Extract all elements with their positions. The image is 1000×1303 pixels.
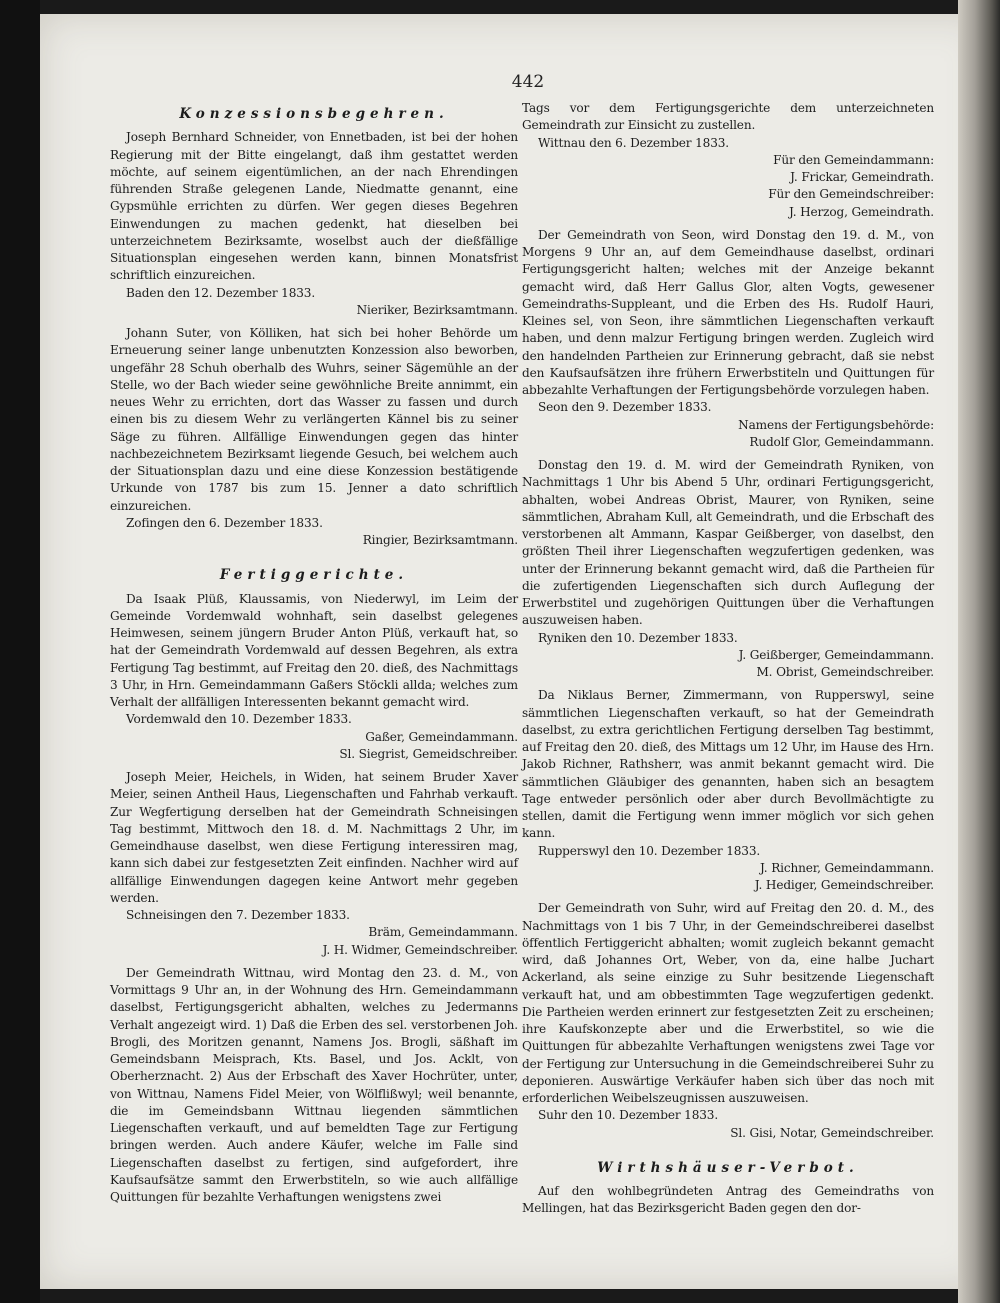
notice-ryniken: Donstag den 19. d. M. wird der Gemeindrath Ryniken, von Nachmittags 1 Uhr bis Abend 5 Uhr, ordinari Fertigungsgericht, abhalten, wobei Andreas Obrist, Maurer, von Ryniken, seine sämmtlichen, Abraham Kull, alt Gemeindrath, und die Erbschaft des verstorbenen alt Ammann, Kaspar Geißberger, von daselbst, den größten Theil ihrer Liegenschaften wegzufertigen gedenken, was unter der Erinnerung bekannt gemacht wird, daß die Partheien für die zufertigenden Liegenschaften sich durch Auflegung der Erwerbstitel und zugehörigen Quittungen über die Verhaftungen auszuweisen haben. xyxy=(522,458,934,628)
signature: J. Geißberger, Gemeindammann. xyxy=(738,647,934,662)
signature: Ringier, Bezirksamtmann. xyxy=(362,533,518,547)
notice-meier: Joseph Meier, Heichels, in Widen, hat seinem Bruder Xaver Meier, seinen Antheil Haus, Liegenschaften und Fahrhab verkauft. Zur Wegfertigung derselben hat der Gemeindrath Schneisingen Tag bestimmt, Mittwoch den 18. d. M. Nachmittags 2 Uhr, im Gemeindhause daselbst, wen diese Fertigung interessiren mag, kann sich dabei zur festgesetzten Zeit einfinden. Nachher wird auf allfällige Einwendungen dagegen keine Antwort mehr gegeben werden. xyxy=(110,770,518,905)
notice-mellingen: Auf den wohlbegründeten Antrag des Gemeindraths von Mellingen, hat das Bezirksgericht Baden gegen den dor- xyxy=(522,1184,934,1216)
notice-suter: Johann Suter, von Kölliken, hat sich bei hoher Behörde um Erneuerung seiner lange unbenutzten Konzession also beworben, ungefähr 28 Schuh oberhalb des Wuhrs, seiner Sägemühle an der Stelle, wo der Bach wieder seine gewöhnliche Breite annimmt, ein neues Wehr zu errichten, dort das Wasser zu fassen und durch einen bis zu diesem Wehr zu verlängerten Kännel bis zu seiner Säge zu führen. Allfällige Einwendungen gegen das hinter nachbezeichnetem Bezirksamt liegende Gesuch, bei welchem auch der Situationsplan dazu und eine diese Konzession bestätigende Urkunde von 1787 bis zum 15. Jenner a dato schriftlich einzureichen. xyxy=(110,326,518,513)
left-column xyxy=(110,100,518,1206)
signature: Bräm, Gemeindammann. xyxy=(368,925,518,940)
notice-schneider: Joseph Bernhard Schneider, von Ennetbaden, ist bei der hohen Regierung mit der Bitte eingelangt, daß ihm gestattet werden möchte, auf seinem eigentümlichen, an der nach Ehrendingen führenden Straße gelegenen Lande, Niedmatte genannt, eine Gypsmühle errichten zu dürfen. Wer gegen dieses Begehren Einwendungen zu machen gedenkt, hat dieselben bei unterzeichnetem Bezirksamte, woselbst auch der dießfällige Situationsplan eingesehen werden kann, binnen Monatsfrist schriftlich einzureichen. xyxy=(110,130,518,283)
section-heading-fertiggerichte: Fertiggerichte. xyxy=(219,567,409,584)
signature: Gaßer, Gemeindammann. xyxy=(365,729,518,744)
signature: J. Frickar, Gemeindrath. xyxy=(790,170,934,184)
scan-border-left xyxy=(0,0,40,1303)
dateline: Schneisingen den 7. Dezember 1833. xyxy=(126,908,350,922)
section-heading-wirthshaeuser-verbot: Wirthshäuser-Verbot. xyxy=(597,1159,859,1176)
signature: Sl. Siegrist, Gemeidschreiber. xyxy=(339,746,518,761)
signature: J. Richner, Gemeindammann. xyxy=(760,860,934,875)
dateline: Vordemwald den 10. Dezember 1833. xyxy=(126,712,352,727)
dateline: Zofingen den 6. Dezember 1833. xyxy=(126,515,323,530)
notice-seon: Der Gemeindrath von Seon, wird Donstag den 19. d. M., von Morgens 9 Uhr an, auf dem Gemeindhause daselbst, ordinari Fertigungsgericht halten; welches mit der Anzeige bekannt gemacht wird, daß Herr Gallus Glor, alten Vogts, gewesener Gemeindraths-Suppleant, und die Erben des Hs. Rudolf Hauri, Kleines sel, von Seon, ihre sämmtlichen Liegenschaften verkauft haben, und denn malzur Fertigung bringen werden. Zugleich wird den handelnden Partheien zur Erinnerung gebracht, daß sie nebst den Kaufsaufsätzen ihre frühern Erwerbstiteln und Quittungen für abbezahlte Verhaftungen der Fertigungsbehörde vorzulegen haben. xyxy=(522,227,934,397)
dateline: Baden den 12. Dezember 1833. xyxy=(126,285,316,300)
signature: Für den Gemeindammann: xyxy=(773,152,934,167)
notice-wittnau-continued: Tags vor dem Fertigungsgerichte dem unterzeichneten Gemeindrath zur Einsicht zu zustellen. xyxy=(522,101,934,133)
dateline: Wittnau den 6. Dezember 1833. xyxy=(538,135,729,150)
section-heading-konzessionsbegehren: Konzessionsbegehren. xyxy=(179,106,449,122)
signature: Sl. Gisi, Notar, Gemeindschreiber. xyxy=(730,1125,934,1140)
dateline: Rupperswyl den 10. Dezember 1833. xyxy=(538,843,761,858)
signature: J. H. Widmer, Gemeindschreiber. xyxy=(322,942,518,957)
dateline: Ryniken den 10. Dezember 1833. xyxy=(538,630,738,645)
right-column xyxy=(522,100,934,1218)
signature: Namens der Fertigungsbehörde: xyxy=(738,417,934,432)
notice-pluess: Da Isaak Plüß, Klaussamis, von Niederwyl, im Leim der Gemeinde Vordemwald wohnhaft, sein daselbst gelegenes Heimwesen, seinem jüngern Bruder Anton Plüß, verkauft hat, so hat der Gemeindrath Vordemwald auf dessen Begehren, als extra Fertigung Tag bestimmt, auf Freitag den 20. dieß, des Nachmittags 3 Uhr, in Hrn. Gemeindammann Gaßers Stöckli allda; welches zum Verhalt der allfälligen Interessenten bekannt gemacht wird. xyxy=(110,591,518,709)
signature: M. Obrist, Gemeindschreiber. xyxy=(756,665,934,679)
page-edge-right xyxy=(958,0,1000,1303)
notice-rupperswyl: Da Niklaus Berner, Zimmermann, von Rupperswyl, seine sämmtlichen Liegenschaften verkauft, so hat der Gemeindrath daselbst, zu extra gerichtlichen Fertigung derselben Tag bestimmt, auf Freitag den 20. dieß, des Mittags um 12 Uhr, im Hause des Hrn. Jakob Richner, Rathsherr, was anmit bekannt gemacht wird. Die sämmtlichen Gläubiger des genannten, haben sich an besagtem Tage entweder persönlich oder aber durch Bevollmächtigte zu stellen, damit die Fertigung wenn immer möglich vor sich gehen kann. xyxy=(522,688,934,841)
page-number: 442 xyxy=(511,72,545,92)
dateline: Seon den 9. Dezember 1833. xyxy=(538,400,712,415)
signature: J. Herzog, Gemeindrath. xyxy=(788,204,934,219)
signature: Rudolf Glor, Gemeindammann. xyxy=(749,434,934,449)
signature: Für den Gemeindschreiber: xyxy=(768,187,934,202)
signature: J. Hediger, Gemeindschreiber. xyxy=(754,878,934,892)
notice-wittnau: Der Gemeindrath Wittnau, wird Montag den 23. d. M., von Vormittags 9 Uhr an, in der Wohnung des Hrn. Gemeindammann daselbst, Fertigungsgericht abhalten, welches zu Jedermanns Verhalt angezeigt wird. 1) Daß die Erben des sel. verstorbenen Joh. Brogli, des Moritzen genannt, Namens Jos. Brogli, säßhaft im Gemeindsbann Meisprach, Kts. Basel, und Jos. Acklt, von Oberherznacht. 2) Aus der Erbschaft des Xaver Hochrüter, unter, von Wittnau, Namens Fidel Meier, von Wölflißwyl; weil benannte, die im Gemeindsbann Wittnau liegenden sämmtlichen Liegenschaften verkauft, und auf bemeldten Tage zur Fertigung bringen werden. Auch andere Käufer, welche im Falle sind Liegenschaften daselbst zu fertigen, sind aufgefordert, ihre Kaufsaufsätze sammt den Erwerbstiteln, so wie auch allfällige Quittungen für bezahlte Verhaftungen wenigstens zwei xyxy=(110,965,518,1204)
dateline: Suhr den 10. Dezember 1833. xyxy=(538,1108,719,1123)
notice-suhr: Der Gemeindrath von Suhr, wird auf Freitag den 20. d. M., des Nachmittags von 1 bis 7 Uhr, in der Gemeindschreiberei daselbst öffentlich Fertiggericht abhalten; womit zugleich bekannt gemacht wird, daß Johannes Ort, Weber, von da, eine halbe Juchart Ackerland, als seine einzige zu Suhr besitzende Liegenschaft verkauft hat, und am obbestimmten Tage wegzufertigen gedenkt. Die Partheien werden erinnert zur festgesetzten Zeit zu erscheinen; ihre Kaufskonzepte aber und die Erwerbstitel, so wie die Quittungen für abbezahlte Verhaftungen wenigstens zwei Tage vor der Fertigung zur Untersuchung in die Gemeindschreiberei Suhr zu deponieren. Auswärtige Verkäufer haben sich über das noch mit erforderlichen Weibelszeugnissen auszuweisen. xyxy=(522,901,934,1105)
signature: Nieriker, Bezirksamtmann. xyxy=(356,302,518,317)
